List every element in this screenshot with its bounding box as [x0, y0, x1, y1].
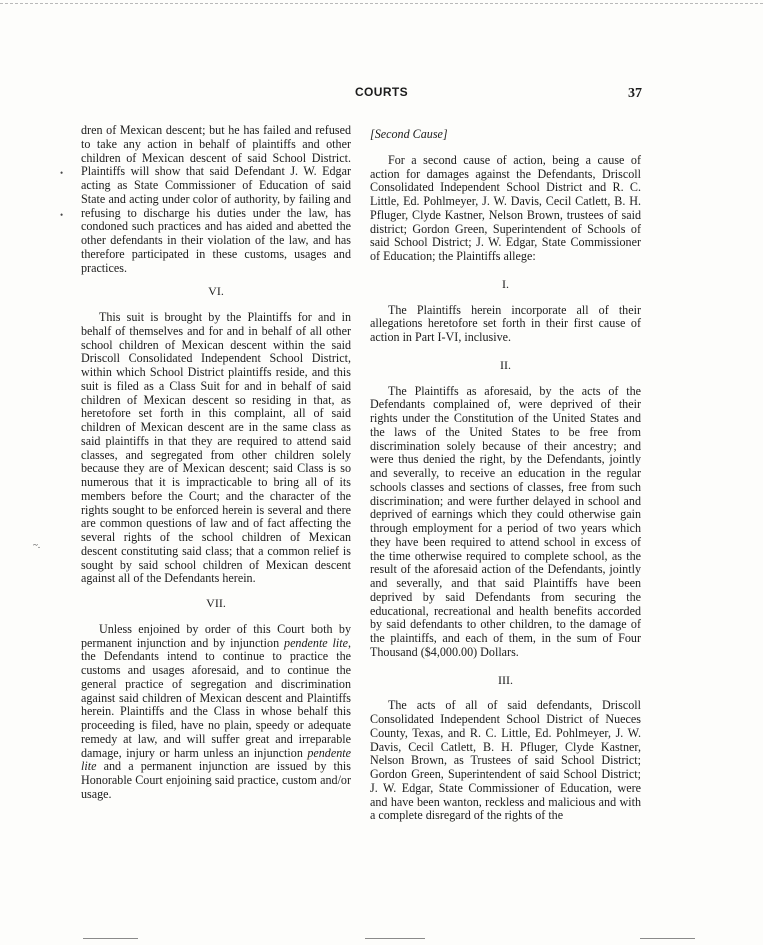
- section-i-text: The Plaintiffs herein incorporate all of their allegations heretofore set forth in their first cause of action in Part I-VI, inclusive.: [370, 302, 641, 344]
- cause-heading: [Second Cause]: [370, 127, 448, 141]
- latin-term: pendente lite: [284, 635, 348, 650]
- section-vii-text-part-2: , the Defendants intend to continue to practice the customs and usages aforesaid, and to continue the general practice of segregation and discrimination against said children of Mexican descent and Plaintiffs herein. Plaintiffs and the Class in whose behalf this proceeding is filed, have no plain, speedy or adequate remedy at law, and will suffer great and irreparable damage, injury or harm unless an injunction: [81, 635, 352, 760]
- second-cause-intro: For a second cause of action, being a cause of action for damages against the Defendants, Driscoll Consolidated Independent School District and R. C. Little, Ed. Pohlmeyer, J. W. Davis, Cecil Catlett, B. H. Pfluger, Clyde Kastner, Nelson Brown, trustees of said district; Gordon Green, Superintendent of Schools of said School District; J. W. Edgar, State Commissioner of Education; the Plaintiffs allege:: [370, 152, 641, 263]
- margin-mark: ~.: [33, 540, 41, 550]
- scan-artifact-line: [83, 938, 138, 939]
- margin-mark: •: [60, 210, 64, 220]
- section-heading-iii: III.: [498, 672, 513, 687]
- scan-artifact-line: [640, 938, 695, 939]
- section-heading-vii: VII.: [206, 596, 226, 610]
- latin-term: pendente lite: [81, 745, 351, 774]
- scan-artifact-line: [365, 938, 425, 939]
- section-vii-text: [81, 623, 351, 802]
- section-vii-text-part-3: and a permanent injunction are issued by this Honorable Court enjoining said practice, custom and/or usage.: [81, 759, 351, 801]
- section-iii-text: The acts of all of said defendants, Driscoll Consolidated Independent School District of Nueces County, Texas, and R. C. Little, Ed. Pohlmeyer, J. W. Davis, Cecil Catlett, B. H. Pfluger, Clyde Kastner, Nelson Brown, as Trustees of said School District; Gordon Green, Superintendent of said School District; J. W. Edgar, State Commissioner of Education, were and have been wanton, reckless and malicious and with a complete disregard of the rights of the: [370, 698, 641, 823]
- running-head: COURTS: [354, 85, 409, 99]
- section-vi-text: This suit is brought by the Plaintiffs for and in behalf of themselves and for and in behalf of all other school children of Mexican descent within the said Driscoll Consolidated Independent School District, within which School District plaintiffs reside, and this suit is filed as a Class Suit for and in behalf of said children of Mexican descent so residing in that, as heretofore set forth in this complaint, all of said children of Mexican descent are in the same class as said plaintiffs in that they are required to attend said classes, and segregated from other children solely because they are of Mexican descent; said Class is so numerous that it is impracticable to bring all of its members before the Court; and the character of the rights sought to be enforced herein is several and there are common questions of law and of fact affecting the several rights of the school children of Mexican descent constituting said class; that a common relief is sought by said school children of Mexican descent against all of the Defendants herein.: [81, 310, 351, 586]
- left-column: [81, 124, 351, 802]
- continued-paragraph: dren of Mexican descent; but he has failed and refused to take any action in behalf of plaintiffs and other children of Mexican descent of said School District. Plaintiffs will show that said Defendant J. W. Edgar acting as State Commissioner of Education of said State and acting under color of authority, by failing and refusing to discharge his duties under the law, has condoned such practices and has aided and abetted the other defendants in their violation of the law, and has therefore participated in these customs, usages and practices.: [81, 123, 351, 275]
- page-number: 37: [628, 86, 642, 101]
- right-column: [370, 124, 641, 823]
- section-heading-i: I.: [502, 276, 509, 291]
- section-heading-ii: II.: [500, 357, 511, 372]
- section-vii-text-part-1: Unless enjoined by order of this Court both by permanent injunction and by injunction: [81, 621, 351, 650]
- margin-mark: •: [60, 168, 64, 178]
- section-heading-vi: VI.: [208, 284, 224, 299]
- section-ii-text: The Plaintiffs as aforesaid, by the acts of the Defendants complained of, were deprived of their rights under the Constitution of the United States and the laws of the United States to be free from discrimination solely because of their ancestry; and were thus denied the right, by the Defendants, jointly and severally, to receive an education in the regular schools classes and sections of classes, free from such discrimination; and were further delayed in school and deprived of earnings which they could otherwise gain through employment for a period of two years which they have been required to attend school in excess of the time otherwise required to complete school, as the result of the aforesaid action of the Defendants, jointly and severally, and that said Plaintiffs have been deprived by said Defendants from securing the educational, recreational and health benefits accorded by said defendants to other children, to the damage of the plaintiffs, and each of them, in the sum of Four Thousand ($4,000.00) Dollars.: [370, 383, 641, 659]
- scan-top-edge: [0, 3, 763, 4]
